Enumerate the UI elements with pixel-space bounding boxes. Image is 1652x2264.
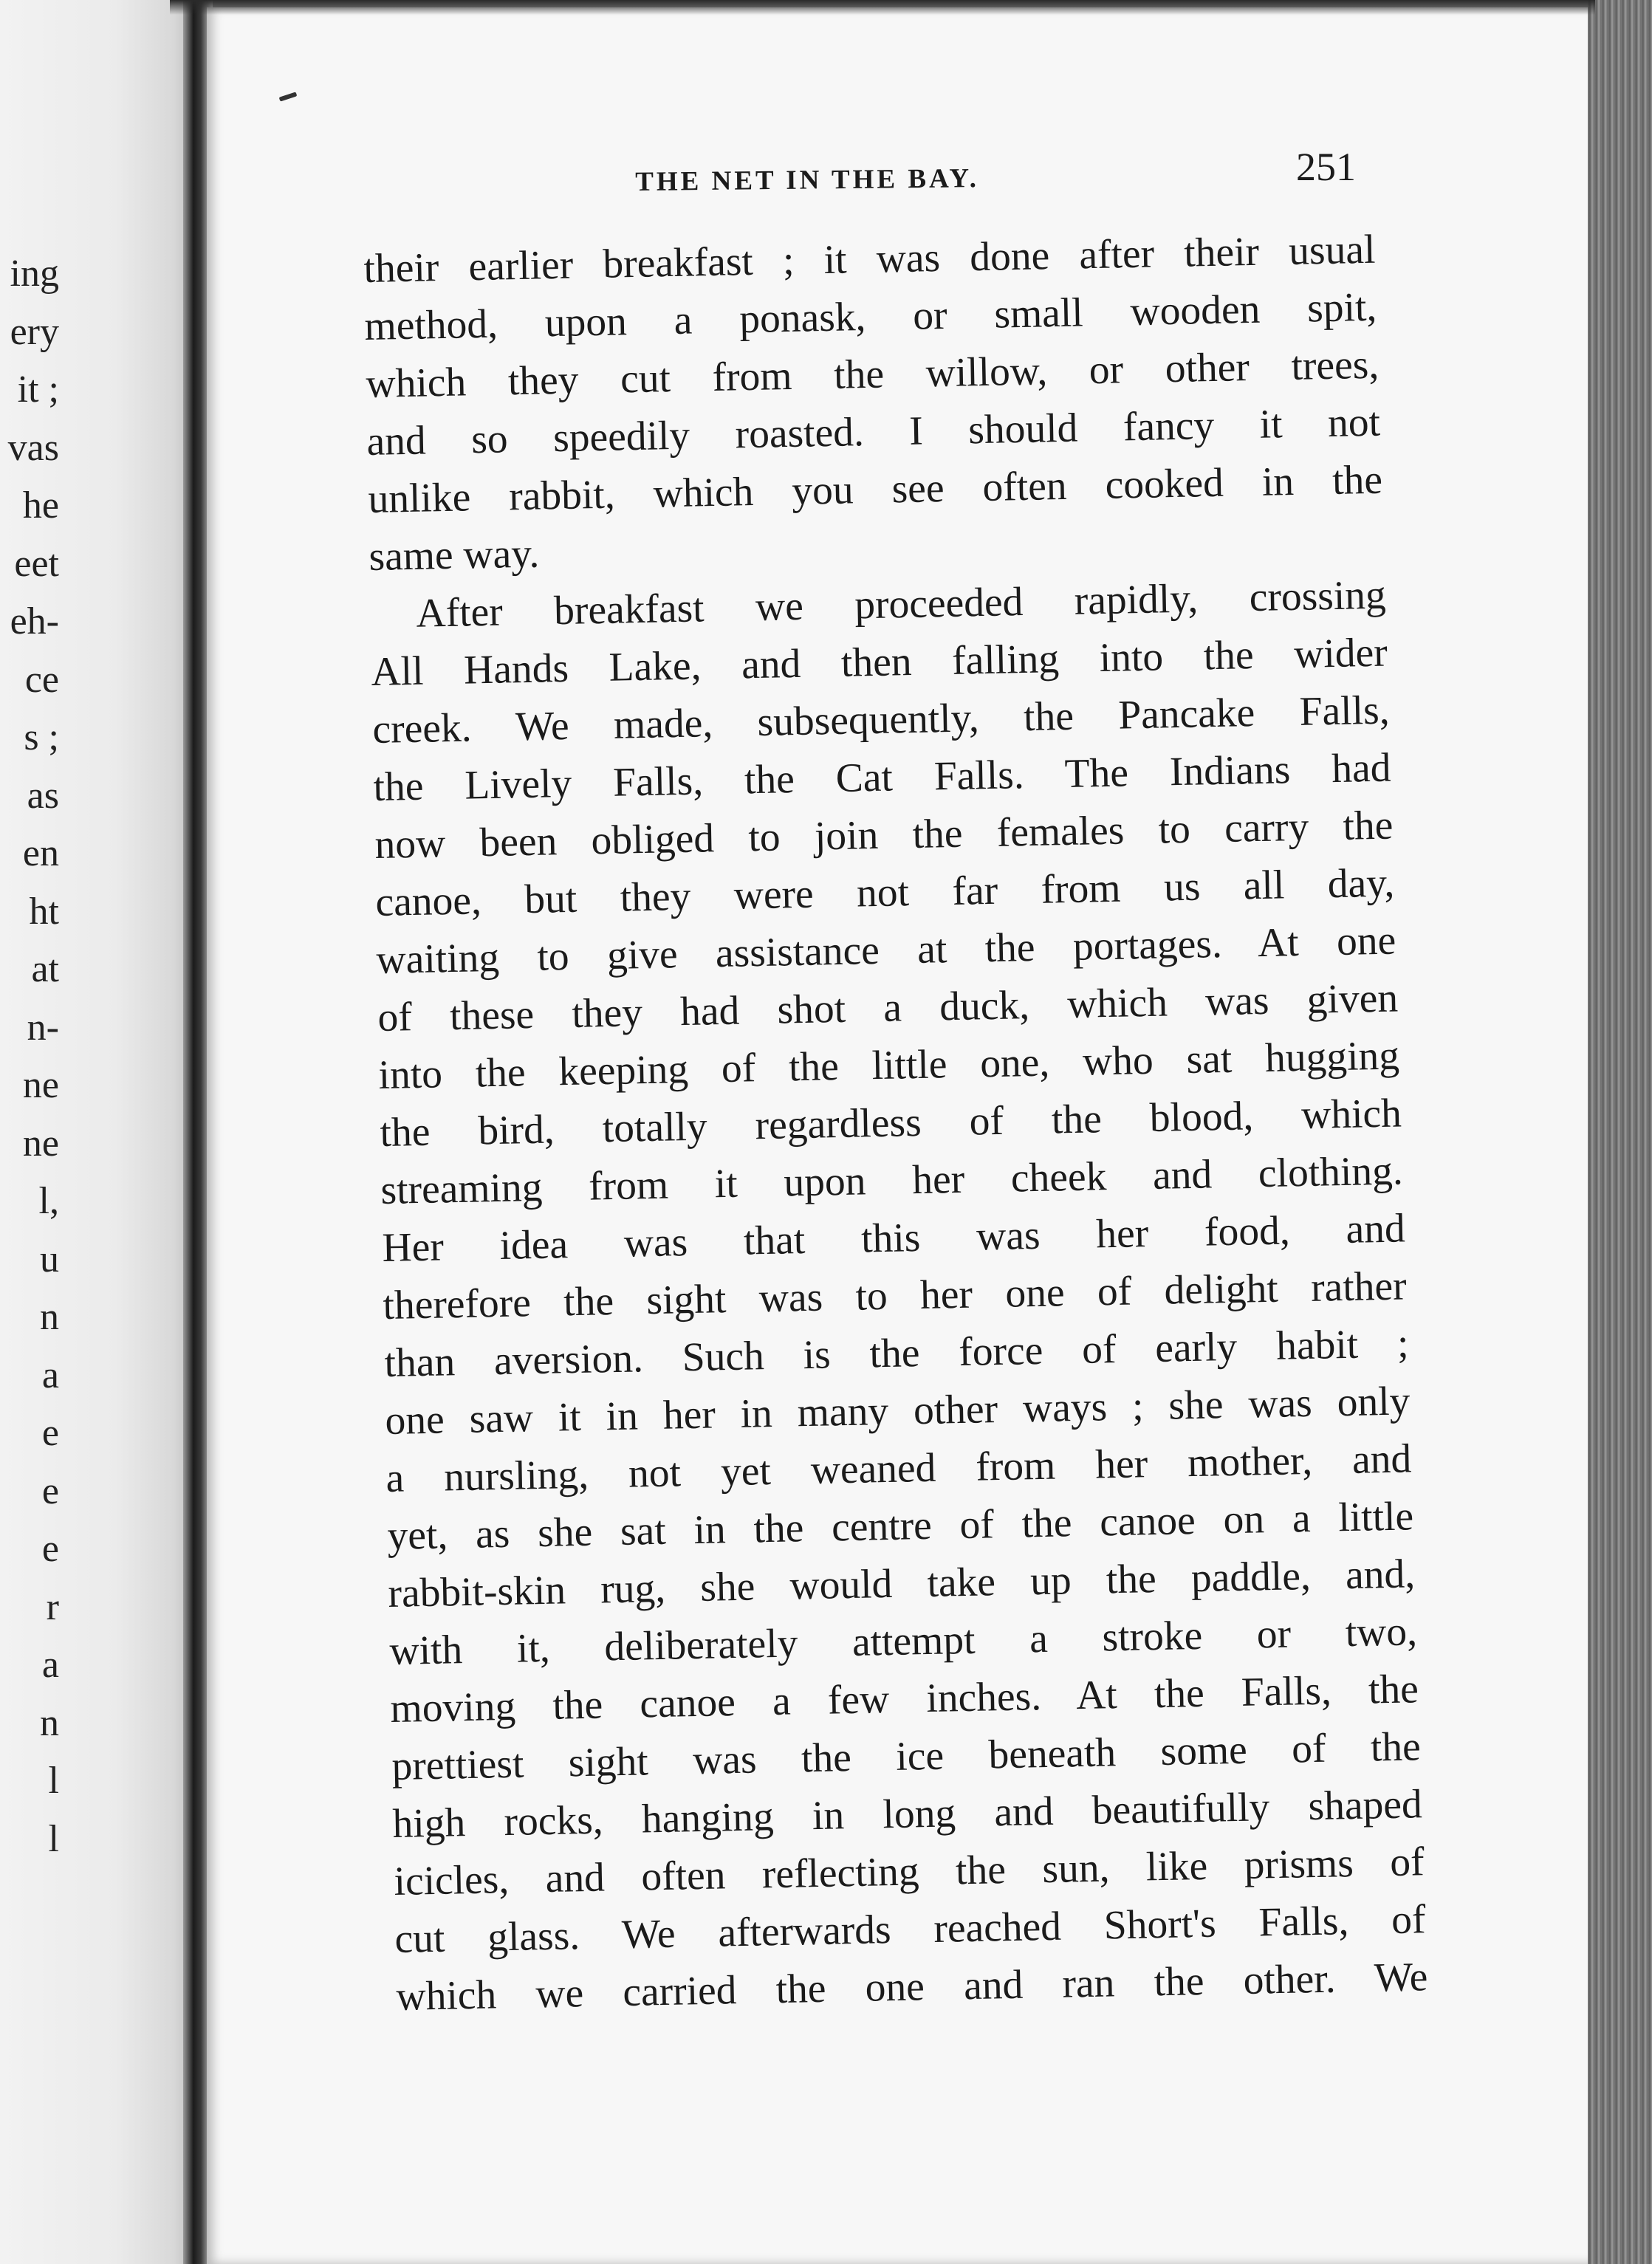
text-line: unlike rabbit, which you see often cooked in the <box>367 457 1383 522</box>
left-page-fragment: ne <box>22 1064 59 1106</box>
left-page-fragment: en <box>22 832 59 874</box>
text-line: their earlier breakfast ; it was done after their usual <box>363 227 1376 292</box>
text-line: prettiest sight was the ice beneath some of the <box>391 1724 1421 1789</box>
text-line: with it, deliberately attempt a stroke or two, <box>388 1609 1418 1674</box>
text-line: After breakfast we proceeded rapidly, crossing <box>415 572 1386 637</box>
left-page-fragment: n <box>40 1701 59 1744</box>
text-line: canoe, but they were not far from us all day, <box>374 860 1395 925</box>
text-line: than aversion. Such is the force of early habit ; <box>383 1321 1409 1386</box>
page-number: 251 <box>1296 145 1356 189</box>
left-page-fragment: l <box>48 1817 59 1860</box>
text-line: of these they had shot a duck, which was given <box>377 975 1399 1040</box>
top-shadow <box>170 0 1595 15</box>
left-page-fragment: u <box>40 1238 59 1280</box>
left-page-fragment: ne <box>22 1122 59 1164</box>
text-line: waiting to give assistance at the portages. At one <box>376 918 1397 983</box>
running-head: THE NET IN THE BAY. <box>635 163 980 197</box>
text-line: a nursling, not yet weaned from her mother, and <box>385 1436 1413 1501</box>
left-facing-page <box>0 0 193 2264</box>
left-page-fragment: e <box>41 1528 59 1570</box>
left-page-fragment: ht <box>29 890 59 933</box>
text-line: the bird, totally regardless of the blood, which <box>379 1091 1402 1156</box>
text-line: high rocks, hanging in long and beautifully shaped <box>392 1782 1423 1847</box>
left-page-fragment: ce <box>24 658 59 701</box>
text-line: yet, as she sat in the centre of the canoe on a little <box>386 1494 1414 1559</box>
text-line: one saw it in her in many other ways ; she was only <box>384 1379 1411 1444</box>
text-line: same way. <box>369 531 541 580</box>
text-line: now been obliged to join the females to carry the <box>374 803 1394 868</box>
left-page-fragment: n <box>40 1296 59 1338</box>
text-line: and so speedily roasted. I should fancy it not <box>366 399 1381 464</box>
left-page-fragment: e <box>41 1412 59 1454</box>
left-page-fragment: l <box>48 1760 59 1802</box>
left-page-fragment: eh- <box>10 600 59 642</box>
text-line: method, upon a ponask, or small wooden spit, <box>364 284 1378 349</box>
left-page-fragment: l, <box>38 1180 59 1222</box>
text-line: All Hands Lake, and then falling into the wider <box>371 630 1388 695</box>
left-page-fragment: ery <box>10 310 59 353</box>
text-line: the Lively Falls, the Cat Falls. The Indians had <box>373 745 1392 810</box>
text-line: Her idea was that this was her food, and <box>381 1206 1405 1271</box>
left-page-fragment: a <box>41 1354 59 1396</box>
left-page-fragment: vas <box>7 426 59 469</box>
left-page-fragment: eet <box>14 542 59 585</box>
text-line: icicles, and often reflecting the sun, like prisms of <box>393 1839 1425 1904</box>
left-page-fragment: he <box>22 484 59 526</box>
text-line: rabbit-skin rug, she would take up the paddle, and, <box>388 1551 1416 1616</box>
text-line: which they cut from the willow, or other trees, <box>365 342 1379 407</box>
text-line: streaming from it upon her cheek and clothing. <box>380 1148 1404 1213</box>
left-page-fragment: n- <box>27 1006 59 1049</box>
text-line: moving the canoe a few inches. At the Falls, the <box>390 1667 1419 1732</box>
book-page-edges <box>1588 0 1652 2264</box>
text-line: which we carried the one and ran the other. We <box>395 1955 1428 2020</box>
text-line: therefore the sight was to her one of delight rather <box>383 1263 1408 1328</box>
left-page-fragment: r <box>46 1585 59 1628</box>
left-page-fragment: s ; <box>24 716 59 758</box>
left-page-fragment: ing <box>10 253 59 295</box>
left-page-fragment: at <box>31 948 59 990</box>
text-line: cut glass. We afterwards reached Short's Falls, of <box>394 1897 1427 1962</box>
left-page-fragment: as <box>27 774 59 817</box>
text-line: into the keeping of the little one, who sat hugging <box>378 1033 1400 1098</box>
left-page-fragment: a <box>41 1644 59 1686</box>
left-page-fragment: it ; <box>17 368 59 411</box>
left-page-fragment: e <box>41 1469 59 1512</box>
text-line: creek. We made, subsequently, the Pancake Falls, <box>371 687 1390 752</box>
